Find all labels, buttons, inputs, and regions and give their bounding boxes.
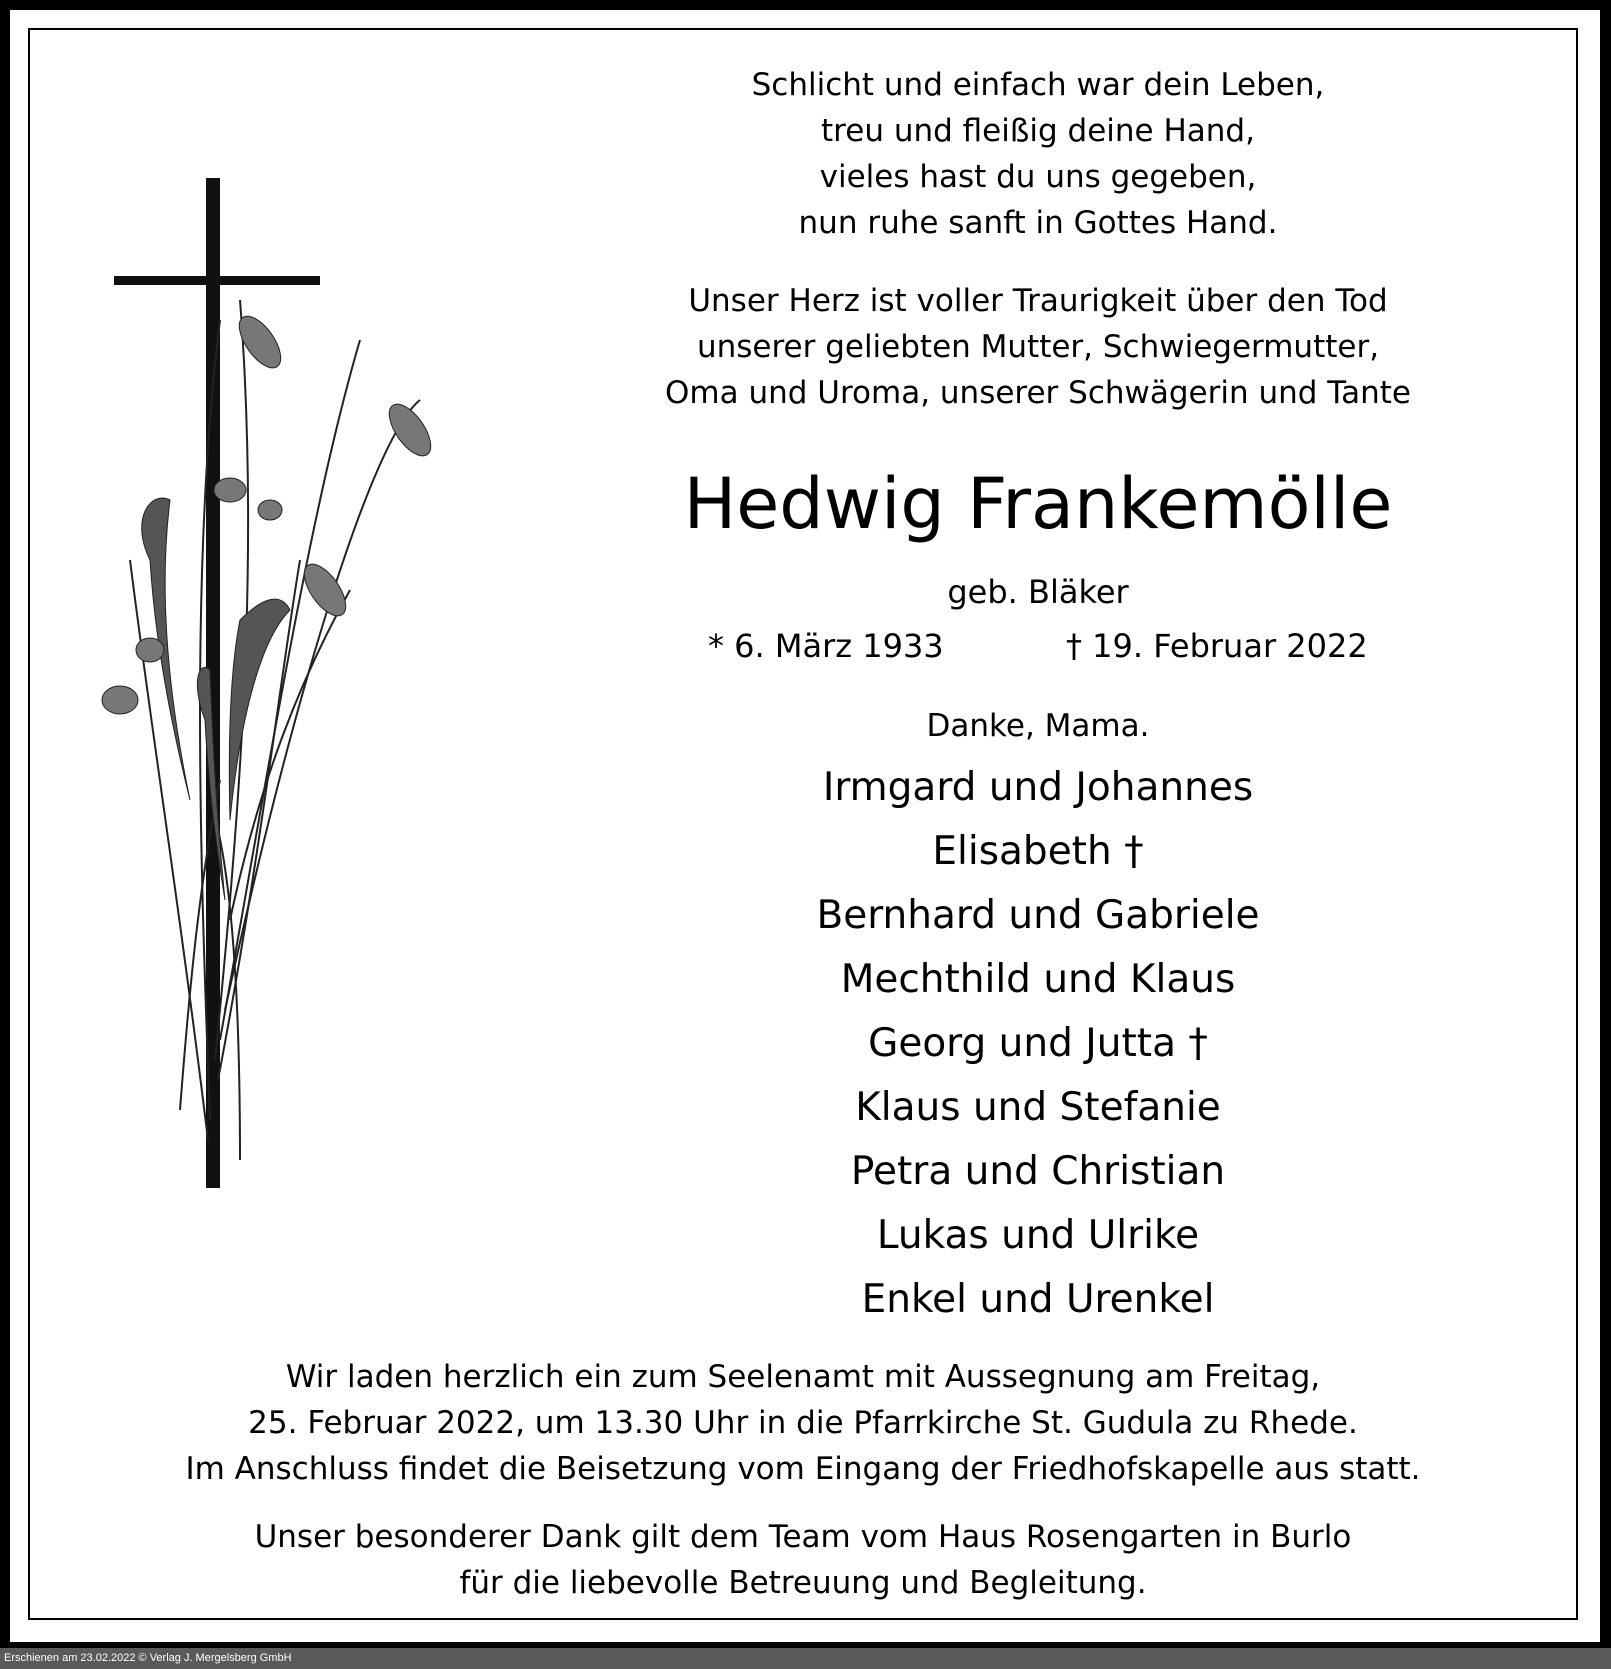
- family-member: Bernhard und Gabriele: [816, 893, 1260, 938]
- publication-footer: Erschienen am 23.02.2022 © Verlag J. Mergelsberg GmbH: [0, 1648, 1611, 1669]
- family-member: Petra und Christian: [850, 1149, 1226, 1194]
- gratitude-line: Unser besonderer Dank gilt dem Team vom Haus Rosengarten in Burlo: [254, 1519, 1352, 1555]
- family-list: [638, 756, 1438, 1332]
- invitation-line: Im Anschluss findet die Beisetzung vom Eingang der Friedhofskapelle aus statt.: [185, 1451, 1421, 1487]
- invitation-line: 25. Februar 2022, um 13.30 Uhr in die Pfarrkirche St. Gudula zu Rhede.: [248, 1405, 1358, 1441]
- intro-line: Oma und Uroma, unserer Schwägerin und Tante: [665, 375, 1411, 411]
- poem-line: vieles hast du uns gegeben,: [819, 159, 1257, 195]
- poem-line: treu und fleißig deine Hand,: [821, 113, 1255, 149]
- birth-date: * 6. März 1933: [708, 627, 944, 665]
- cross-with-grain-icon: [90, 160, 510, 1200]
- family-member: Klaus und Stefanie: [855, 1085, 1221, 1130]
- poem-line: nun ruhe sanft in Gottes Hand.: [798, 205, 1278, 241]
- gratitude-line: für die liebevolle Betreuung und Begleitung.: [459, 1565, 1147, 1601]
- funeral-invitation: [28, 1354, 1578, 1492]
- intro-line: unserer geliebten Mutter, Schwiegermutter,: [696, 329, 1380, 365]
- family-member: Georg und Jutta †: [868, 1021, 1208, 1066]
- birth-name: geb. Bläker: [947, 573, 1129, 611]
- deceased-name: Hedwig Frankemölle: [683, 463, 1393, 545]
- poem: [638, 62, 1438, 246]
- family-member: Elisabeth †: [932, 829, 1144, 874]
- intro-text: [638, 278, 1438, 416]
- invitation-line: Wir laden herzlich ein zum Seelenamt mit Aussegnung am Freitag,: [285, 1359, 1321, 1395]
- poem-line: Schlicht und einfach war dein Leben,: [751, 67, 1325, 103]
- family-member: Mechthild und Klaus: [840, 957, 1236, 1002]
- gratitude-note: [28, 1514, 1578, 1606]
- family-member: Irmgard und Johannes: [822, 765, 1254, 810]
- death-date: † 19. Februar 2022: [1066, 627, 1368, 665]
- family-member: Lukas und Ulrike: [876, 1213, 1200, 1258]
- thanks-line: Danke, Mama.: [926, 708, 1150, 744]
- intro-line: Unser Herz ist voller Traurigkeit über den Tod: [688, 283, 1388, 319]
- family-member: Enkel und Urenkel: [861, 1277, 1215, 1322]
- obituary-card: [10, 10, 1600, 1642]
